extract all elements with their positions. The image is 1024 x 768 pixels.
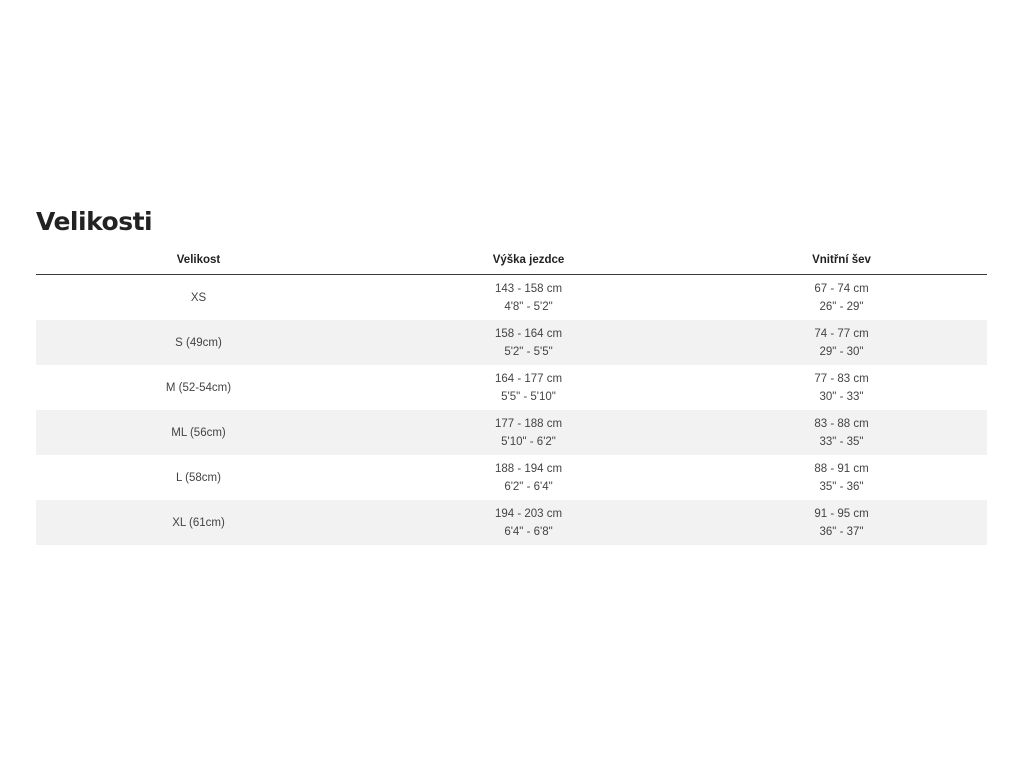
- cell-size: ML (56cm): [36, 410, 361, 455]
- height-ft: 5'5" - 5'10": [501, 390, 556, 403]
- height-cm: 188 - 194 cm: [494, 462, 563, 475]
- table-row: [36, 275, 987, 321]
- page-title: Velikosti: [36, 207, 153, 236]
- cell-size: L (58cm): [176, 471, 221, 484]
- height-ft: 4'8" - 5'2": [504, 300, 553, 313]
- size-chart-section: [36, 205, 987, 545]
- height-cm: 194 - 203 cm: [494, 507, 563, 520]
- cell-rider-height: [361, 320, 696, 365]
- cell-inseam: [696, 410, 987, 455]
- height-ft: 6'4" - 6'8": [504, 525, 553, 538]
- cell-size: S (49cm): [36, 320, 361, 365]
- inseam-in: 35" - 36": [819, 480, 864, 493]
- inseam-in: 29" - 30": [819, 345, 864, 358]
- height-cm: 143 - 158 cm: [494, 282, 563, 295]
- table-row: [36, 455, 987, 500]
- header-inseam: Vnitřní šev: [696, 245, 987, 275]
- header-rider-height: Výška jezdce: [361, 245, 696, 275]
- height-ft: 6'2" - 6'4": [504, 480, 553, 493]
- inseam-cm: 88 - 91 cm: [814, 462, 869, 475]
- table-row: [36, 500, 987, 545]
- height-cm: 164 - 177 cm: [494, 372, 563, 385]
- inseam-cm: 91 - 95 cm: [814, 507, 869, 520]
- header-size: Velikost: [36, 245, 361, 275]
- cell-rider-height: [361, 275, 696, 321]
- inseam-cm: 67 - 74 cm: [814, 282, 869, 295]
- inseam-in: 26" - 29": [819, 300, 864, 313]
- table-row: [36, 410, 987, 455]
- table-row: [36, 365, 987, 410]
- inseam-cm: 77 - 83 cm: [814, 372, 869, 385]
- cell-size: XL (61cm): [36, 500, 361, 545]
- inseam-in: 33" - 35": [819, 435, 864, 448]
- inseam-cm: 74 - 77 cm: [814, 327, 869, 340]
- inseam-in: 30" - 33": [819, 390, 864, 403]
- height-ft: 5'10" - 6'2": [501, 435, 556, 448]
- size-table: [36, 245, 987, 545]
- inseam-in: 36" - 37": [819, 525, 864, 538]
- height-cm: 158 - 164 cm: [494, 327, 563, 340]
- table-row: [36, 320, 987, 365]
- cell-inseam: [696, 455, 987, 500]
- cell-inseam: [696, 320, 987, 365]
- cell-rider-height: [361, 500, 696, 545]
- cell-rider-height: [361, 455, 696, 500]
- height-cm: 177 - 188 cm: [494, 417, 563, 430]
- inseam-cm: 83 - 88 cm: [814, 417, 869, 430]
- height-ft: 5'2" - 5'5": [504, 345, 553, 358]
- table-header-row: [36, 245, 987, 275]
- cell-inseam: [696, 275, 987, 321]
- cell-size: XS: [36, 275, 361, 321]
- cell-rider-height: [361, 410, 696, 455]
- cell-inseam: [696, 365, 987, 410]
- cell-rider-height: [361, 365, 696, 410]
- cell-size: M (52-54cm): [165, 381, 232, 394]
- cell-inseam: [696, 500, 987, 545]
